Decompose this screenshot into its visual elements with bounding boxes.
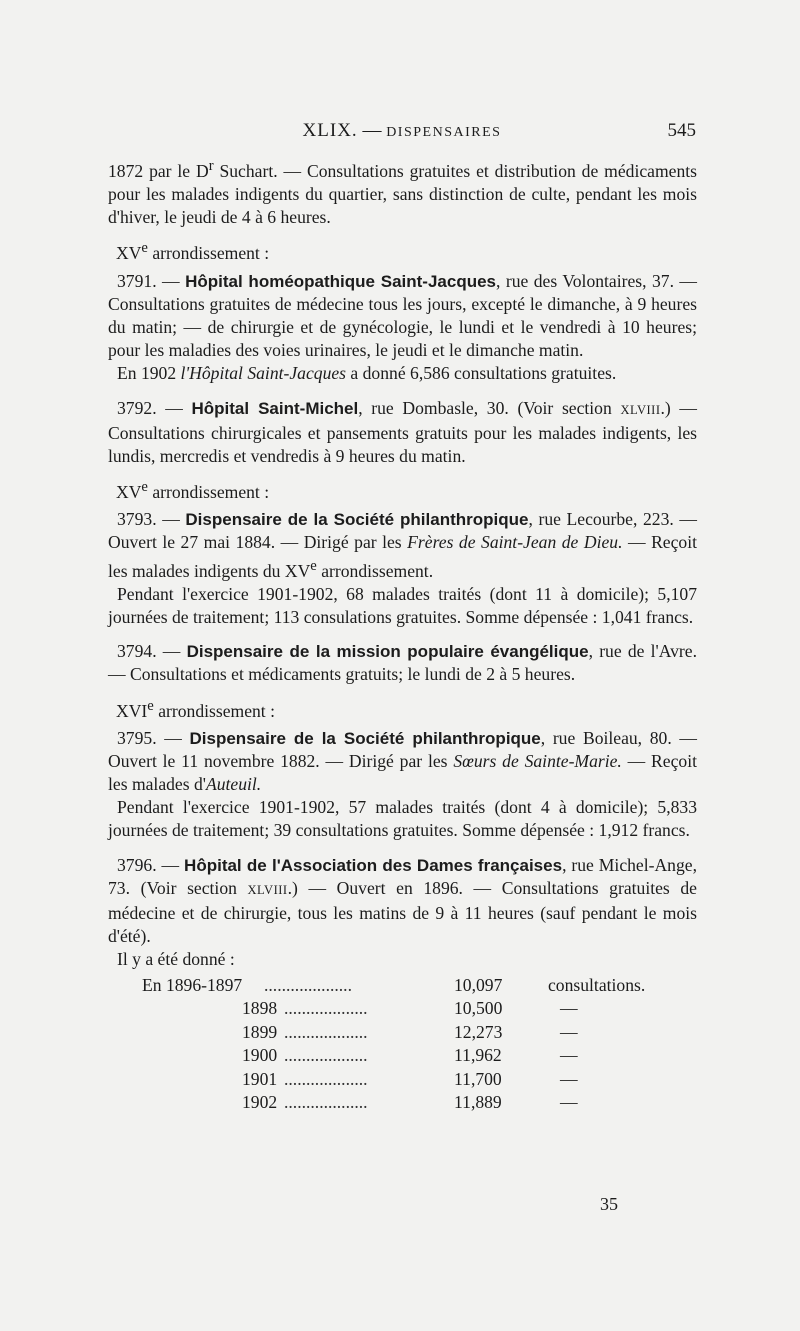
entry-3791-stats: En 1902 l'Hôpital Saint-Jacques a donné 6,586 consultations gratuites. (117, 363, 617, 384)
entry-3792: 3792. — Hôpital Saint-Michel, rue Dombasle, 30. (Voir section XLVIII.) — Consultations chirurgicales et pansements gratuits pour les malades indigents, les lundis, mercredis et vendredis à 9 heures du matin. (108, 397, 697, 466)
entry-3793: 3793. — Dispensaire de la Société philanthropique, rue Lecourbe, 223. — Ouvert le 27 mai 1884. — Dirigé par les Frères de Saint-Jean de Dieu. — Reçoit les malades indigents du XVe arrondissement. (108, 509, 698, 581)
arrondissement-heading: XVe arrondissement : (116, 240, 270, 264)
table-row: ................... 1901 11,700 — (242, 1068, 578, 1089)
institution-name: Hôpital Saint-Michel (191, 398, 359, 418)
table-row: ................... 1899 12,273 — (242, 1021, 578, 1042)
institution-name: Dispensaire de la Société philanthropique (185, 510, 529, 530)
table-row: ................... 1902 11,889 — (242, 1092, 578, 1113)
chapter-title (108, 120, 696, 142)
institution-name: Hôpital homéopathique Saint-Jacques (185, 271, 497, 291)
institution-name: Hôpital de l'Association des Dames françaises (184, 855, 563, 875)
consultations-table (108, 974, 697, 1115)
running-header (108, 120, 696, 146)
entry-3794: 3794. — Dispensaire de la mission populaire évangélique, rue de l'Avre. — Consultations et médicaments gratuits; le lundi de 2 à 5 heures. (108, 641, 697, 685)
entry-3793-stats: Pendant l'exercice 1901-1902, 68 malades traités (dont 11 à domicile); 5,107 journées de traitement; 113 consulations gratuites. Somme dépensée : 1,041 francs. (108, 583, 697, 627)
institution-name: Dispensaire de la Société philanthropique (189, 728, 541, 748)
page-body (108, 155, 697, 1115)
entry-3796: 3796. — Hôpital de l'Association des Dames françaises, rue Michel-Ange, 73. (Voir section XLVIII.) — Ouvert en 1896. — Consultations gratuites de médecine et de chirurgie, tous les matins de 9 à 11 heures (sauf pendant le mois d'été). (108, 854, 697, 947)
entry-3796-intro: Il y a été donné : (117, 949, 235, 970)
arrondissement-heading: XVIe arrondissement : (116, 697, 275, 721)
table-row: .................... En 1896-1897 10,097 consultations. (142, 974, 646, 995)
continuation-paragraph: 1872 par le $D^r$ Suchart. — Consultations gratuites et distribution de médicaments pour les malades indigents du quartier, sans distinction de culte, pendant les mois d'hiver, le jeudi de 4 à 6 heures. (108, 158, 697, 228)
chapter-number: XLIX. (302, 120, 358, 141)
institution-name: Dispensaire de la mission populaire évangélique (186, 642, 589, 662)
entry-3795-stats: Pendant l'exercice 1901-1902, 57 malades traités (dont 4 à domicile); 5,833 journées de traitement; 39 consultations gratuites. Somme dépensée : 1,912 francs. (108, 797, 697, 841)
signature-mark: 35 (600, 1194, 618, 1214)
entry-3791: 3791. — Hôpital homéopathique Saint-Jacques, rue des Volontaires, 37. — Consultations gratuites de médecine tous les jours, excepté le dimanche, à 9 heures du matin; — de chirurgie et de gynécologie, le lundi et le vendredi à 10 heures; pour les maladies des voies urinaires, le jeudi et le dimanche matin. (108, 270, 697, 361)
table-row: ................... 1900 11,962 — (242, 1045, 578, 1066)
page-number: 545 (667, 120, 696, 141)
table-row: ................... 1898 10,500 — (242, 998, 578, 1019)
entry-3795: 3795. — Dispensaire de la Société philanthropique, rue Boileau, 80. — Ouvert le 11 novembre 1882. — Dirigé par les Sœurs de Sainte-Marie. — Reçoit les malades d'Auteuil. (108, 727, 697, 794)
header-dash: — (357, 120, 387, 141)
arrondissement-heading: XVe arrondissement : (116, 479, 270, 503)
section-title: DISPENSAIRES (386, 125, 502, 140)
